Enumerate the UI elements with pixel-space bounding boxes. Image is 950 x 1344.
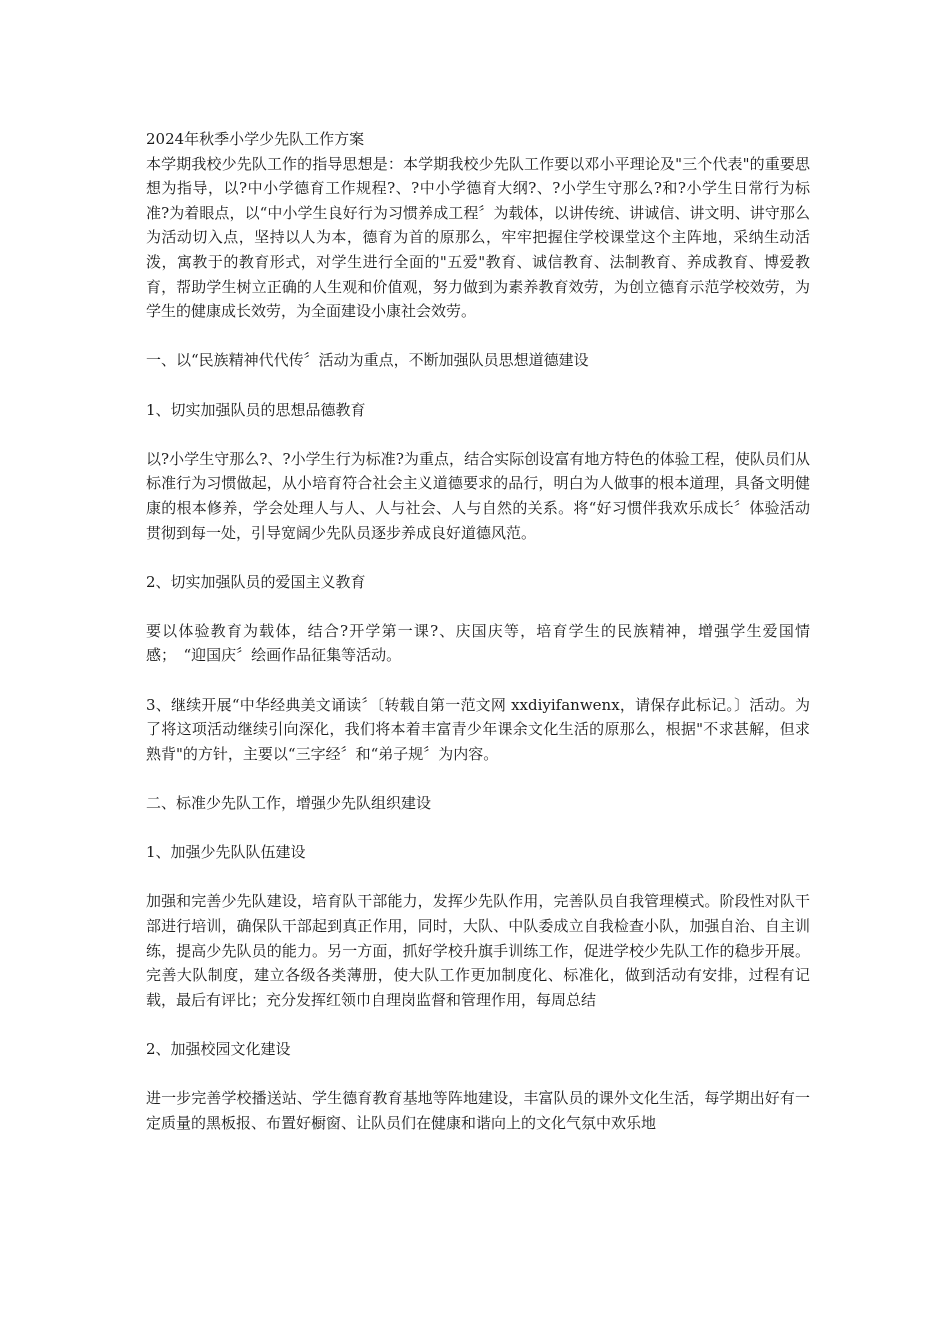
intro-paragraph: 本学期我校少先队工作的指导思想是：本学期我校少先队工作要以邓小平理论及"三个代表"的重要思想为指导，以?中小学德育工作规程?、?中小学德育大纲?、?小学生守那么?和?小学生日常行为标准?为着眼点，以“中小学生良好行为习惯养成工程〞为载体，以讲传统、讲诚信、讲文明、讲守那么为活动切入点，坚持以人为本，德育为首的原那么，牢牢把握住学校课堂这个主阵地，采纳生动活泼，寓教于的教育形式，对学生进行全面的"五爱"教育、诚信教育、法制教育、养成教育、博爱教育，帮助学生树立正确的人生观和价值观，努力做到为素养教育效劳，为创立德育示范学校效劳，为学生的健康成长效劳，为全面建设小康社会效劳。 — [146, 154, 810, 321]
s1-item1-heading: 1、切实加强队员的思想品德教育 — [146, 400, 366, 419]
s1-item1-paragraph: 以?小学生守那么?、?小学生行为标准?为重点，结合实际创设富有地方特色的体验工程，使队员们从标准行为习惯做起，从小培育符合社会主义道德要求的品行，明白为人做事的根本道理，具备文明健康的根本修养，学会处理人与人、人与社会、人与自然的关系。将“好习惯伴我欢乐成长〞体验活动贯彻到每一处，引导宽阔少先队员逐步养成良好道德风范。 — [146, 449, 810, 542]
s2-item1-heading: 1、加强少先队队伍建设 — [146, 843, 306, 862]
s1-item2-heading: 2、切实加强队员的爱国主义教育 — [146, 572, 366, 591]
document-body — [146, 127, 810, 1135]
s1-item2-paragraph: 要以体验教育为载体，结合?开学第一课?、庆国庆等，培育学生的民族精神，增强学生爱国情感； “迎国庆〞绘画作品征集等活动。 — [146, 621, 810, 665]
s2-item1-paragraph: 加强和完善少先队建设，培育队干部能力，发挥少先队作用，完善队员自我管理模式。阶段性对队干部进行培训，确保队干部起到真正作用，同时，大队、中队委成立自我检查小队，加强自治、自主训练，提高少先队员的能力。另一方面，抓好学校升旗手训练工作，促进学校少先队工作的稳步开展。完善大队制度，建立各级各类薄册，使大队工作更加制度化、标准化，做到活动有安排，过程有记载，最后有评比；充分发挥红领巾自理岗监督和管理作用，每周总结 — [146, 892, 810, 1009]
s2-item2-paragraph: 进一步完善学校播送站、学生德育教育基地等阵地建设，丰富队员的课外文化生活，每学期出好有一定质量的黑板报、布置好橱窗、让队员们在健康和谐向上的文化气氛中欢乐地 — [146, 1089, 810, 1132]
section1-heading: 一、以“民族精神代代传〞活动为重点，不断加强队员思想道德建设 — [146, 351, 589, 370]
s2-item2-heading: 2、加强校园文化建设 — [146, 1039, 291, 1058]
s1-item3-paragraph: 3、继续开展“中华经典美文诵读〞〔转载自第一范文网 xxdiyifanwenx，请保存此标记。〕活动。为了将这项活动继续引向深化，我们将本着丰富青少年课余文化生活的原那么，根据"不求甚解，但求熟背"的方针，主要以“三字经〞和“弟子规〞为内容。 — [146, 695, 810, 763]
document-title: 2024年秋季小学少先队工作方案 — [146, 130, 365, 148]
section2-heading: 二、标准少先队工作，增强少先队组织建设 — [146, 794, 432, 813]
